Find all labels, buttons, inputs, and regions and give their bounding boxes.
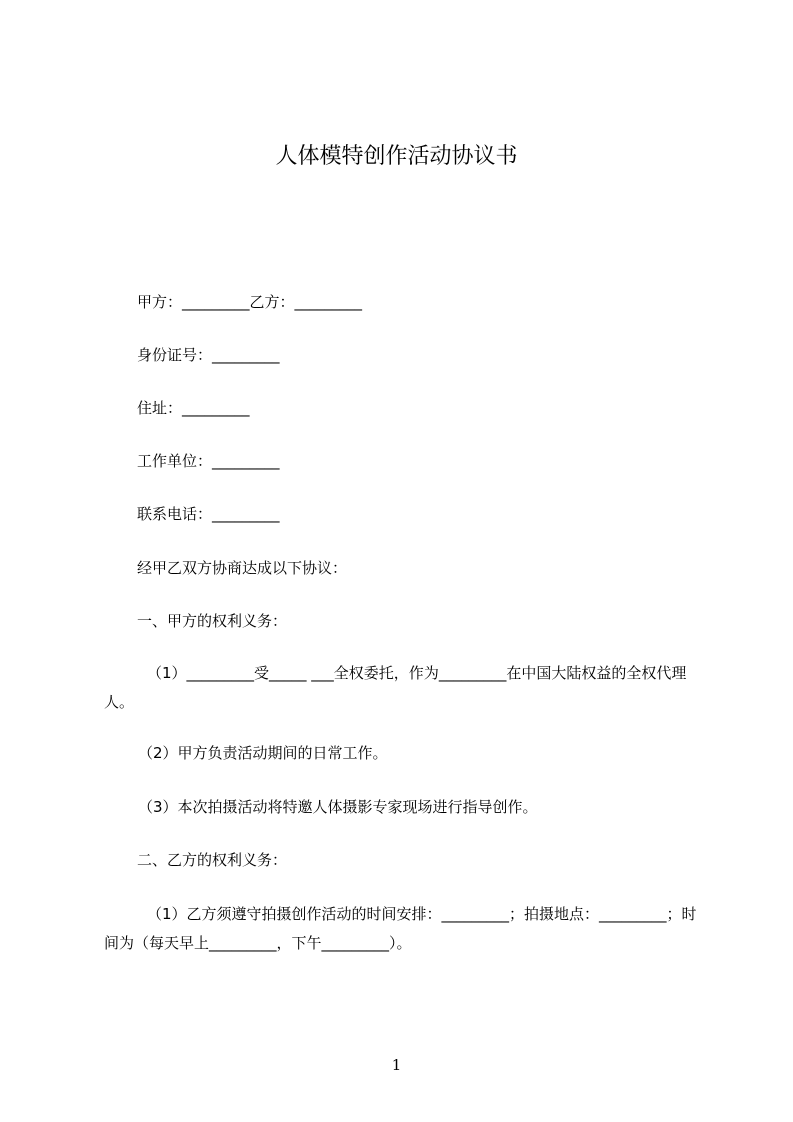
party-names-field: 甲方：_________乙方：_________ (137, 293, 363, 311)
page-number: 1 (391, 1056, 402, 1074)
address-field: 住址：_________ (137, 399, 250, 417)
work-unit-field: 工作单位：_________ (137, 452, 280, 470)
id-number-field: 身份证号：_________ (137, 346, 280, 364)
party-a-clause-2: （2）甲方负责活动期间的日常工作。 (138, 744, 388, 762)
party-b-clause-1: （1）乙方须遵守拍摄创作活动的时间安排：_________；拍摄地点：_________；时间为（每天早上_________，下午_________）。 (104, 905, 697, 952)
section-heading-party-b: 二、乙方的权利义务： (137, 851, 288, 869)
document-title: 人体模特创作活动协议书 (275, 144, 518, 169)
party-a-clause-3: （3）本次拍摄活动将特邀人体摄影专家现场进行指导创作。 (138, 798, 538, 816)
section-heading-party-a: 一、甲方的权利义务： (137, 612, 288, 630)
party-a-clause-1: （1）_________受_____ ___全权委托，作为_________在中国大陆权益的全权代理人。 (104, 664, 687, 711)
phone-field: 联系电话：_________ (137, 505, 280, 523)
agreement-intro: 经甲乙双方协商达成以下协议： (137, 559, 348, 577)
